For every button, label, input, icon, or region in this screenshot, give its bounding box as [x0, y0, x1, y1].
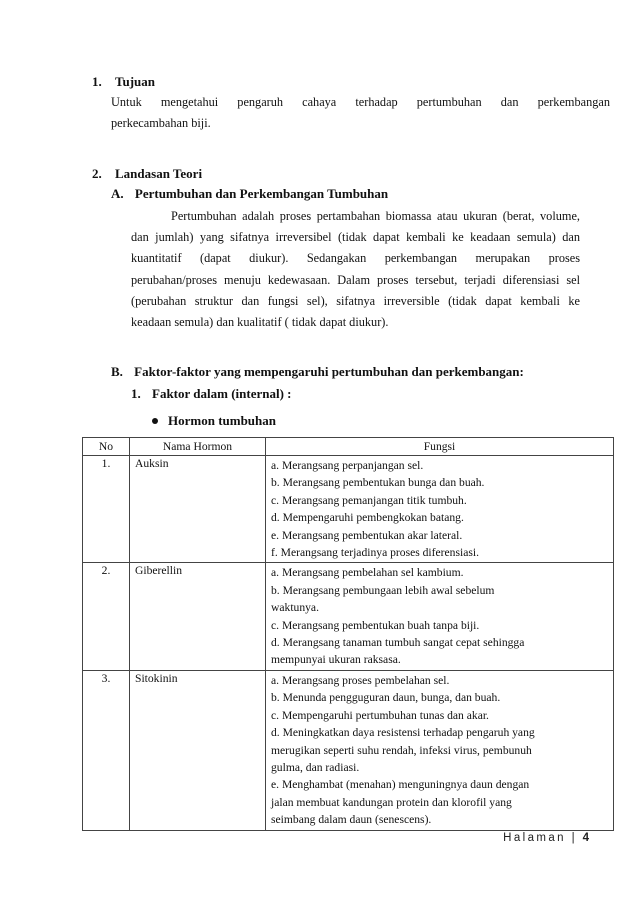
fungsi-line: e. Merangsang pembentukan akar lateral. — [271, 528, 463, 542]
cell-no: 2. — [83, 563, 130, 670]
fungsi-line: d. Meningkatkan daya resistensi terhadap pengaruh yang — [271, 726, 535, 740]
fungsi-line: f. Merangsang terjadinya proses diferensiasi. — [271, 546, 479, 560]
subsection-b-label: B. — [111, 364, 123, 379]
fungsi-line: b. Merangsang pembungaan lebih awal sebelum — [271, 583, 495, 597]
section-2-number: 2. — [92, 166, 102, 181]
cell-no: 1. — [83, 456, 130, 563]
subsection-a-label: A. — [111, 186, 124, 201]
fungsi-line: c. Merangsang pemanjangan titik tumbuh. — [271, 493, 467, 507]
fungsi-line: mempunyai ukuran raksasa. — [271, 653, 401, 667]
fungsi-line: jalan membuat kandungan protein dan klorofil yang — [271, 795, 512, 809]
cell-fungsi — [266, 670, 614, 830]
table-header-row — [83, 438, 614, 456]
header-fungsi: Fungsi — [266, 438, 614, 456]
fungsi-line: b. Menunda pengguguran daun, bunga, dan buah. — [271, 691, 501, 705]
cell-no: 3. — [83, 670, 130, 830]
footer-separator: | — [571, 832, 577, 844]
paragraph-line: Untuk mengetahui pengaruh cahaya terhadap pertumbuhan dan perkembangan — [111, 95, 610, 109]
cell-nama: Auksin — [130, 456, 266, 563]
factor-internal-title: Faktor dalam (internal) : — [152, 386, 292, 401]
paragraph-line: Pertumbuhan adalah proses pertambahan biomassa atau ukuran (berat, volume, — [171, 209, 580, 223]
fungsi-line: merugikan seperti suhu rendah, infeksi virus, pembunuh — [271, 743, 532, 757]
footer-label: Halaman — [503, 832, 566, 844]
table-row — [83, 456, 614, 563]
fungsi-line: c. Merangsang pembentukan buah tanpa biji. — [271, 618, 480, 632]
section-1-title: Tujuan — [115, 74, 155, 89]
fungsi-line: a. Merangsang proses pembelahan sel. — [271, 673, 450, 687]
section-2-title: Landasan Teori — [115, 166, 203, 181]
page-footer — [503, 832, 589, 844]
paragraph-line: keadaan semula) dan kualitatif ( tidak dapat diukur). — [131, 314, 389, 329]
bullet-dot-icon — [152, 418, 158, 424]
subsection-b-heading — [111, 364, 524, 380]
factor-internal-heading — [131, 386, 292, 402]
cell-fungsi — [266, 563, 614, 670]
subsection-a-heading — [111, 186, 388, 202]
cell-nama: Sitokinin — [130, 670, 266, 830]
subsection-a-paragraph — [131, 206, 580, 333]
bullet-text: Hormon tumbuhan — [168, 413, 276, 428]
fungsi-line: b. Merangsang pembentukan bunga dan buah. — [271, 476, 485, 490]
section-2-heading — [92, 166, 202, 182]
cell-fungsi — [266, 456, 614, 563]
hormone-table — [82, 437, 614, 831]
fungsi-line: a. Merangsang perpanjangan sel. — [271, 459, 424, 472]
table-row — [83, 563, 614, 670]
table-row — [83, 670, 614, 830]
paragraph-line: kuantitatif (dapat diukur). Sedangakan perkembangan merupakan proses — [131, 251, 580, 266]
paragraph-line: dan jumlah) yang sifatnya irreversibel (tidak dapat kembali ke keadaan semula) dan — [131, 230, 580, 245]
fungsi-line: gulma, dan radiasi. — [271, 760, 360, 774]
paragraph-line: perubahan/proses menuju kedewasaan. Dalam proses tersebut, terjadi diferensiasi sel — [131, 272, 580, 287]
subsection-a-title: Pertumbuhan dan Perkembangan Tumbuhan — [134, 186, 389, 201]
header-no: No — [83, 438, 130, 456]
fungsi-line: seimbang dalam daun (senescens). — [271, 813, 432, 827]
paragraph-line: (perubahan struktur dan fungsi sel), sifatnya irreversible (tidak dapat kembali ke — [131, 293, 580, 308]
section-1-number: 1. — [92, 74, 102, 89]
fungsi-line: c. Mempengaruhi pertumbuhan tunas dan akar. — [271, 708, 489, 722]
bullet-hormon — [152, 413, 276, 429]
cell-nama: Giberellin — [130, 563, 266, 670]
fungsi-line: a. Merangsang pembelahan sel kambium. — [271, 566, 464, 580]
section-1-heading — [92, 74, 155, 90]
fungsi-line: d. Mempengaruhi pembengkokan batang. — [271, 511, 464, 525]
page-number: 4 — [582, 832, 589, 844]
section-1-paragraph — [111, 92, 610, 134]
subsection-b-title: Faktor-faktor yang mempengaruhi pertumbuhan dan perkembangan: — [134, 364, 524, 379]
fungsi-line: waktunya. — [271, 601, 319, 615]
header-nama-hormon: Nama Hormon — [130, 438, 266, 456]
fungsi-line: e. Menghambat (menahan) menguningnya daun dengan — [271, 778, 530, 792]
factor-internal-label: 1. — [131, 386, 141, 401]
fungsi-line: d. Merangsang tanaman tumbuh sangat cepat sehingga — [271, 636, 525, 650]
paragraph-line: perkecambahan biji. — [111, 116, 211, 131]
